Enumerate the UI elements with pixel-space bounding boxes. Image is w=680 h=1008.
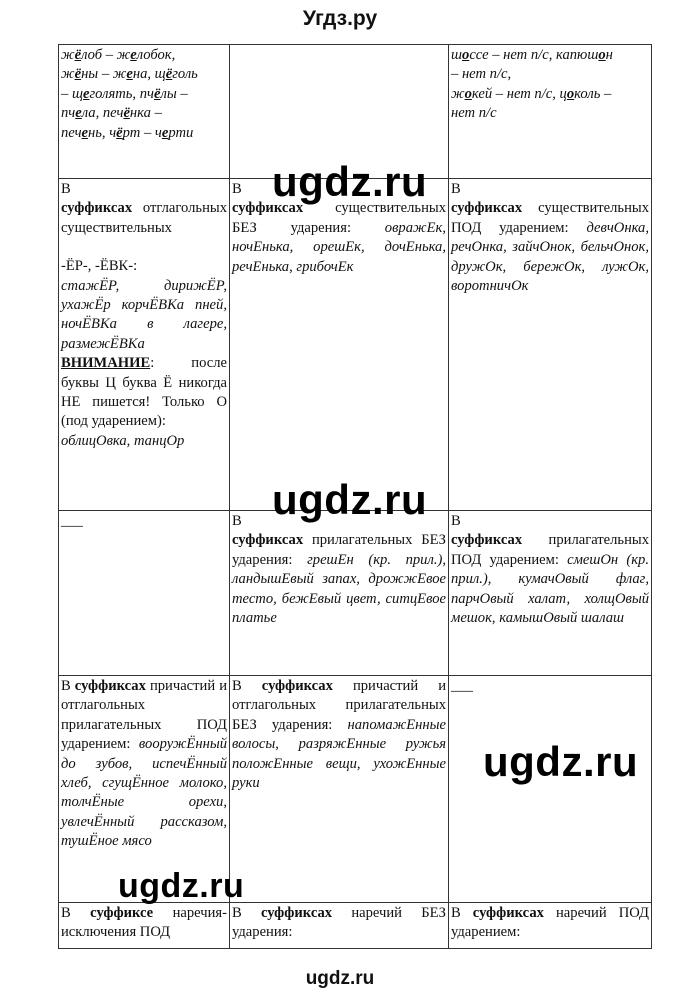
rule-text: существительных ПОД ударением: xyxy=(451,200,649,236)
rule-keyword: суффиксах xyxy=(232,200,304,217)
rule-examples: вооружЁнный до зубов, испечЁнный хлеб, сгущЁнное молоко, толчЁные орехи, увлечЁнный рассказом, тушЁное мясо xyxy=(61,736,227,850)
rule-examples: девчОнка, речОнка, зайчОнок, бельчОнок, дружОк, бережОк, лужОк, воротничОк xyxy=(451,219,649,295)
example-line: печень, чёрт – черти xyxy=(61,124,194,141)
cell-verbal-nouns-suffix-rule xyxy=(59,179,230,511)
rule-keyword: суффиксах xyxy=(472,905,544,921)
watermark: ugdz.ru xyxy=(272,158,428,205)
example-line: – нет п/с, xyxy=(451,66,512,83)
site-footer: ugdz.ru xyxy=(305,968,375,989)
rule-lead: В xyxy=(232,905,242,921)
cell-empty-dash xyxy=(449,676,652,903)
rule-text: отглагольных существительных xyxy=(61,200,227,236)
rule-lead: В xyxy=(451,181,461,197)
example-line: шоссе – нет п/с, капюшон xyxy=(451,47,613,63)
dash-placeholder: ___ xyxy=(61,513,83,529)
watermark: ugdz.ru xyxy=(118,867,245,905)
rule-text: прилагательных ПОД ударением: xyxy=(451,532,649,568)
cell-adjectives-unstressed-rule xyxy=(230,511,449,676)
rule-lead: В xyxy=(451,905,461,921)
rule-text: причастий и отглагольных прилагательных БЕЗ ударения: xyxy=(232,678,447,733)
cell-adverbs-unstressed-rule xyxy=(230,903,449,949)
rule-keyword: суффиксах xyxy=(232,532,304,549)
rule-text: причастий и отглагольных прилагательных ПОД ударением: xyxy=(61,678,228,753)
dash-placeholder: ___ xyxy=(451,678,473,694)
rule-text: существительных БЕЗ ударения: xyxy=(232,200,446,236)
example-line: жёны – жена, щёголь xyxy=(61,66,198,83)
cell-adverb-exception-rule xyxy=(59,903,230,949)
rule-keyword: суффиксах xyxy=(451,532,523,549)
cell-empty-dash xyxy=(59,511,230,676)
rule-lead: В xyxy=(61,181,71,197)
cell-o-examples xyxy=(449,45,652,179)
rule-suffixes: -ЁР-, -ЁВК-: xyxy=(61,258,138,275)
rule-keyword: суффиксах xyxy=(260,905,333,921)
rule-keyword: суффиксах xyxy=(451,200,523,217)
rule-text: прилагательных БЕЗ ударения: xyxy=(232,532,446,568)
watermark: ugdz.ru xyxy=(272,476,428,523)
site-title: Угдз.ру xyxy=(302,7,378,30)
rule-examples: стажЁР, дирижЁР, ухажЁр корчЁВКа пней, ночЁВКа в лагере, размежЁВКа xyxy=(61,277,227,352)
warning-text: : после буквы Ц буква Ё никогда НЕ пишется! Только О (под ударением): xyxy=(61,355,227,430)
cell-nouns-stressed-rule xyxy=(449,179,652,511)
rule-keyword: суффиксах xyxy=(74,678,146,694)
rule-keyword: суффиксах xyxy=(261,678,333,694)
example-line: нет п/с xyxy=(451,105,497,122)
cell-yo-e-examples xyxy=(59,45,230,179)
example-line: пчела, печёнка – xyxy=(61,105,162,122)
rule-text: наречия-исключения ПОД xyxy=(61,905,227,941)
watermark: ugdz.ru xyxy=(483,738,639,785)
rule-examples: овражЕк, ночЕнька, орешЕк, дочЕнька, речЕнька, грибочЕк xyxy=(232,219,446,275)
example-line: жёлоб – желобок, xyxy=(61,47,176,63)
cell-participles-unstressed-rule xyxy=(230,676,449,903)
rule-lead: В xyxy=(61,678,71,694)
rule-lead: В xyxy=(61,905,71,921)
rule-text: наречий БЕЗ ударения: xyxy=(232,905,446,941)
table-row xyxy=(59,903,652,949)
rule-lead: В xyxy=(232,181,242,197)
example-line: – щеголять, пчёлы – xyxy=(61,85,188,102)
example-line: жокей – нет п/с, цоколь – xyxy=(451,85,612,102)
rule-text: наречий ПОД ударением: xyxy=(451,905,649,941)
rule-lead: В xyxy=(451,513,461,529)
rule-keyword: суффиксах xyxy=(61,200,133,217)
rule-examples: смешОн (кр. прил.), кумачОвый флаг, парчОвый халат, холщОвый мешок, камышОвый шалаш xyxy=(451,551,649,627)
warning-examples: облицОвка, танцОр xyxy=(61,432,185,449)
rule-examples: напомажЕнные волосы, разряжЕнные ружья положЕнные вещи, ухожЕнные руки xyxy=(232,716,446,792)
table-row xyxy=(59,179,652,511)
warning-label: ВНИМАНИЕ xyxy=(61,355,151,372)
cell-adjectives-stressed-rule xyxy=(449,511,652,676)
rule-keyword: суффиксе xyxy=(90,905,154,921)
rule-lead: В xyxy=(232,513,242,529)
rule-lead: В xyxy=(232,678,242,694)
rule-examples: грешЕн (кр. прил.), ландышЕвый запах, дрожжЕвое тесто, бежЕвый цвет, ситцЕвое платье xyxy=(232,551,446,627)
table-row xyxy=(59,511,652,676)
cell-adverbs-stressed-rule xyxy=(449,903,652,949)
cell-nouns-unstressed-rule xyxy=(230,179,449,511)
